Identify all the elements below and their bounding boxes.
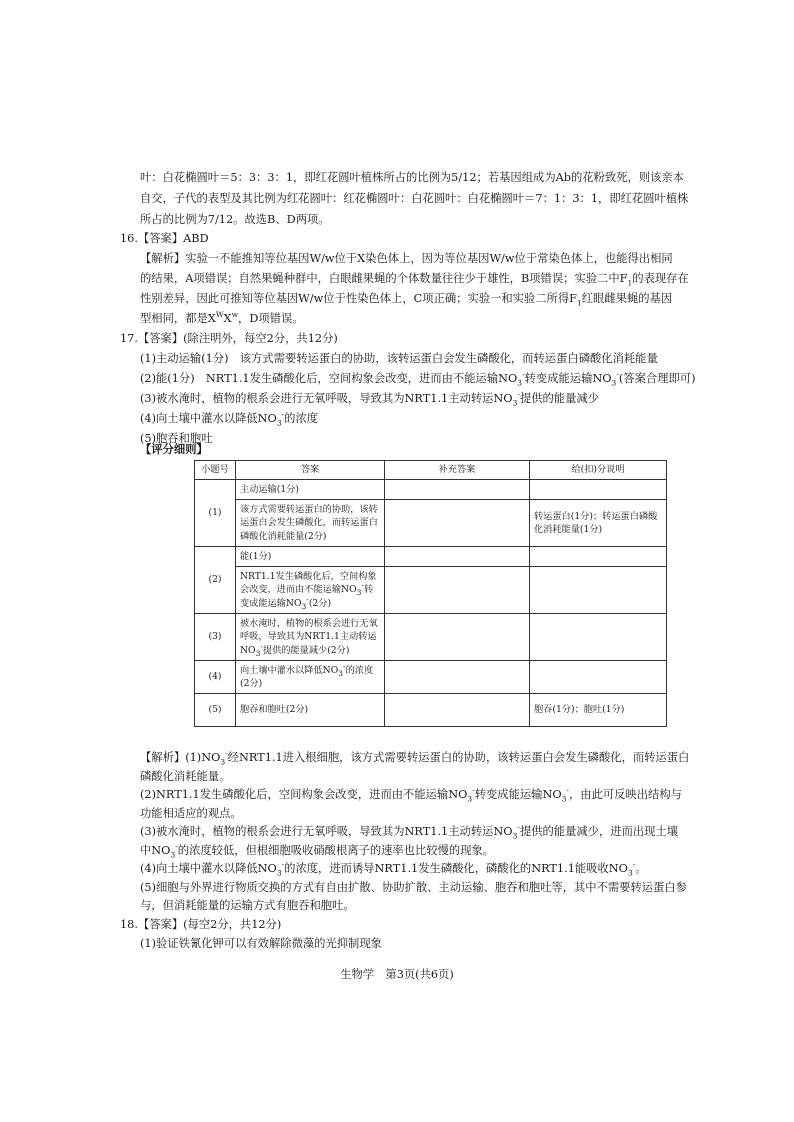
intro-line-3: 所占的比例为7/12。故选B、D两项。 <box>140 213 330 226</box>
q16-exp-line-4: 型相同，都是$X^WX^w$，D项错误。 <box>140 310 304 325</box>
row-supplement <box>385 614 530 661</box>
row-note <box>530 547 667 567</box>
row-note <box>530 480 667 500</box>
q18-answer: 18.【答案】(每空2分，共12分) <box>120 918 282 931</box>
intro-line-2: 自交，子代的表型及其比例为红花圆叶：红花椭圆叶：白花圆叶：白花椭圆叶＝7：1：3：1，即红花圆叶植株 <box>140 192 689 205</box>
rubric-title: 【评分细则】 <box>140 442 208 456</box>
q17-exp-line-7: (4)向土壤中灌水以降低$NO_3^-$的浓度，进而诱导NRT1.1发生磷酸化，磷酸化的NRT1.1能吸收$NO_3^-$。 <box>140 860 647 878</box>
row-answer: 该方式需要转运蛋白的协助，该转运蛋白会发生磷酸化，而转运蛋白磷酸化消耗能量(2分) <box>236 500 385 547</box>
q17-answer: 17.【答案】(除注明外，每空2分，共12分) <box>120 332 338 345</box>
q17-exp-line-1: 【解析】$(1)NO_3^-$经NRT1.1进入根细胞，该方式需要转运蛋白的协助，该转运蛋白会发生磷酸化，而转运蛋白 <box>140 749 690 767</box>
row-supplement <box>385 661 530 694</box>
row-no: (5) <box>195 694 236 727</box>
q16-exp-line-1: 【解析】实验一不能推知等位基因W/w位于X染色体上，因为等位基因W/w位于常染色体上，也能得出相同 <box>140 252 673 265</box>
table-row <box>195 480 667 500</box>
col-header-note: 给(扣)分说明 <box>530 461 667 480</box>
q17-exp-line-9: 与，但消耗能量的运输方式有胞吞和胞吐。 <box>140 899 355 912</box>
q17-answer-3: (3)被水淹时，植物的根系会进行无氧呼吸，导致其为NRT1.1主动转运$NO_3^-$提供的能量减少 <box>140 390 599 408</box>
q18-answer-1: (1)验证铁氰化钾可以有效解除微藻的光抑制现象 <box>140 937 382 950</box>
table-header-row <box>195 461 667 480</box>
table-row <box>195 547 667 567</box>
intro-line-1: 叶：白花椭圆叶＝5：3：3：1，即红花圆叶植株所占的比例为5/12；若基因组成为Ab的花粉致死，则该亲本 <box>140 171 684 184</box>
rubric-table <box>194 460 667 727</box>
q17-exp-line-6: 中$NO_3^-$的浓度较低，但根细胞吸收硝酸根离子的速率也比较慢的现象。 <box>140 842 495 860</box>
q16-exp-line-2: 的结果，A项错误；自然果蝇种群中，白眼雌果蝇的个体数量往往少于雄性，B项错误；实验二中$F_1$的表现存在 <box>140 272 689 288</box>
row-answer: 胞吞和胞吐(2分) <box>236 694 385 727</box>
row-no: (4) <box>195 661 236 694</box>
row-no: (2) <box>195 547 236 614</box>
row-supplement <box>385 694 530 727</box>
q16-exp-line-3: 性别差异，因此可推知等位基因W/w位于性染色体上，C项正确；实验一和实验二所得$F_1$红眼雌果蝇的基因 <box>140 292 673 308</box>
row-answer: 主动运输(1分) <box>236 480 385 500</box>
row-supplement <box>385 500 530 547</box>
row-supplement <box>385 480 530 500</box>
q17-exp-line-4: 功能相适应的观点。 <box>140 807 242 820</box>
table-row <box>195 567 667 614</box>
row-supplement <box>385 567 530 614</box>
row-note: 胞吞(1分)；胞吐(1分) <box>530 694 667 727</box>
q17-answer-1: (1)主动运输(1分) 该方式需要转运蛋白的协助，该转运蛋白会发生磷酸化，而转运蛋白磷酸化消耗能量 <box>140 352 658 365</box>
page-footer: 生物学 第3页(共6页) <box>340 968 454 981</box>
col-header-no: 小题号 <box>195 461 236 480</box>
row-answer: 向土壤中灌水以降低$NO_3^-$的浓度(2分) <box>236 661 385 694</box>
row-supplement <box>385 547 530 567</box>
q17-exp-line-8: (5)细胞与外界进行物质交换的方式有自由扩散、协助扩散、主动运输、胞吞和胞吐等，其中不需要转运蛋白参 <box>140 881 687 894</box>
q16-answer: 16.【答案】ABD <box>120 232 209 245</box>
table-row <box>195 694 667 727</box>
row-no: (3) <box>195 614 236 661</box>
col-header-answer: 答案 <box>236 461 385 480</box>
table-row <box>195 614 667 661</box>
row-note <box>530 614 667 661</box>
col-header-supplement: 补充答案 <box>385 461 530 480</box>
row-note <box>530 661 667 694</box>
q17-exp-line-2: 磷酸化消耗能量。 <box>140 770 231 783</box>
row-answer: 被水淹时，植物的根系会进行无氧呼吸，导致其为NRT1.1主动转运$NO_3^-$提供的能量减少(2分) <box>236 614 385 661</box>
row-note: 转运蛋白(1分)；转运蛋白磷酸化消耗能量(1分) <box>530 500 667 547</box>
q17-answer-2: (2)能(1分) NRT1.1发生磷酸化后，空间构象会改变，进而由不能运输$NO_3^-$转变成能运输$NO_3^-$(答案合理即可) <box>140 370 696 388</box>
row-answer: 能(1分) <box>236 547 385 567</box>
q17-exp-line-5: (3)被水淹时，植物的根系会进行无氧呼吸，导致其为NRT1.1主动转运$NO_3^-$提供的能量减少，进而出现土壤 <box>140 823 679 841</box>
q17-exp-line-3: (2)NRT1.1发生磷酸化后，空间构象会改变，进而由不能运输$NO_3^-$转变成能运输$NO_3^-$，由此可反映出结构与 <box>140 786 682 804</box>
row-no: (1) <box>195 480 236 547</box>
q17-answer-5: (5)胞吞和胞吐 <box>140 432 213 445</box>
row-answer: NRT1.1发生磷酸化后，空间构象会改变，进而由不能运输$NO_3^-$转变成能运输$NO_3^-(2$分) <box>236 567 385 614</box>
row-note <box>530 567 667 614</box>
table-row <box>195 661 667 694</box>
table-row <box>195 500 667 547</box>
q17-answer-4: (4)向土壤中灌水以降低$NO_3^-$的浓度 <box>140 410 319 428</box>
